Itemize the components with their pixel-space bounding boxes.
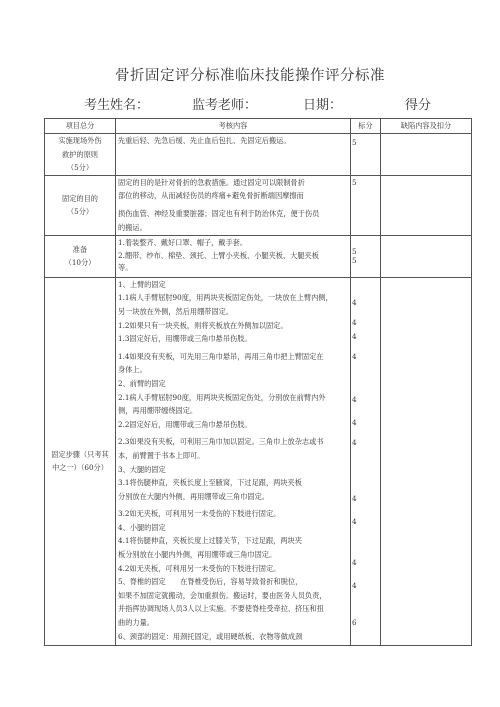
category-cell xyxy=(45,134,116,176)
content-line: 4.1将伤腿伸直，夹板长度上过膝关节，下过足跟，两块夹 xyxy=(118,536,302,546)
content-line: 3.2如无夹板，可利用另一未受伤的下肢进行固定。 xyxy=(118,509,281,519)
score-cell xyxy=(351,175,381,235)
category-text: 实施现场外伤 xyxy=(58,136,102,145)
category-text: 救护的原则 xyxy=(62,149,98,159)
content-line: 1.着装整齐、戴好口罩、帽子，戴手套。 xyxy=(118,237,248,247)
category-text: 准备 xyxy=(72,244,88,254)
category-cell xyxy=(45,235,116,277)
score-cell xyxy=(351,134,381,176)
content-line: 等。 xyxy=(118,262,133,272)
score-value: 4 xyxy=(352,580,357,590)
content-line: 2.2固定好后，用绷带或三角巾悬吊伤肢。 xyxy=(118,419,252,429)
content-line: 先重后轻、先急后缓、先止血后包扎、先固定后搬运。 xyxy=(118,136,291,145)
table-row xyxy=(45,175,472,235)
content-line: 分别放在大腿内外侧，再用绷带或三角巾固定。 xyxy=(118,491,269,501)
content-line: 本，前臂置于书本上即可。 xyxy=(118,450,205,460)
category-points: 中之一）（60分） xyxy=(52,463,108,473)
category-points: （10分） xyxy=(64,258,96,268)
content-cell xyxy=(116,175,351,235)
content-cell xyxy=(116,277,351,645)
category-points: （5分） xyxy=(66,163,94,173)
content-line: 身体上。 xyxy=(118,365,147,375)
score-value: 5 xyxy=(352,177,357,187)
deduction-cell[interactable] xyxy=(381,277,472,645)
category-cell xyxy=(45,175,116,235)
content-line: 2.绷带、纱布、棉垫、颈托、上臂小夹板、小腿夹板、大腿夹板 xyxy=(118,251,319,261)
score-value: 4 xyxy=(352,297,357,307)
score-value: 5 xyxy=(352,247,357,257)
content-line: 曲的力量。 xyxy=(118,618,154,628)
score-value: 4 xyxy=(352,438,357,448)
column-header-content: 考核内容 xyxy=(116,119,351,134)
examinee-name-label: 考生姓名： xyxy=(84,98,150,113)
content-line: 另一块放在外侧，然后用绷带固定。 xyxy=(118,306,234,316)
content-line: 1、上臂的固定 xyxy=(118,279,166,289)
content-cell xyxy=(116,235,351,277)
content-line: 2.1病人手臂屈肘90度，用两块夹板固定伤处，分别放在前臂内外 xyxy=(118,392,326,402)
content-line: 4、小腿的固定 xyxy=(118,522,166,532)
content-line: 1.4如果没有夹板，可先用三角巾悬吊，再用三角巾把上臂固定在 xyxy=(118,351,324,361)
score-value: 6 xyxy=(352,618,357,628)
content-line: 1.1病人手臂屈肘90度，用两块夹板固定伤处，一块放在上臂内侧， xyxy=(118,293,333,303)
content-cell xyxy=(116,134,351,176)
category-text: 固定步骤（只考其 xyxy=(51,449,109,459)
category-cell xyxy=(45,277,116,645)
score-value: 4 xyxy=(352,558,357,568)
score-cell xyxy=(351,277,381,645)
content-line: 的搬运。 xyxy=(118,222,147,232)
content-line: 3、大腿的固定 xyxy=(118,464,166,474)
deduction-cell[interactable] xyxy=(381,134,472,176)
content-line: 2、前臂的固定 xyxy=(118,378,166,388)
score-value: 5 xyxy=(352,138,357,147)
content-line: 4.2如无夹板，可利用另一未受伤的下肢进行固定。 xyxy=(118,563,281,573)
deduction-cell[interactable] xyxy=(381,235,472,277)
content-line: 5、脊椎的固定 在脊椎受伤后，容易导致骨折和脱位， xyxy=(118,577,303,587)
table-row xyxy=(45,277,472,645)
content-line: 2.3如果没有夹板，可利用三角巾加以固定。三角巾上放杂志或书 xyxy=(118,437,324,447)
content-line: 3.1将伤腿伸直，夹板长度上至腋窝，下过足跟，两块夹板 xyxy=(118,478,302,488)
score-label: 得分 xyxy=(405,98,432,113)
scoring-table xyxy=(44,118,472,646)
content-line: 6、颈部的固定：用颈托固定，或用硬纸板、衣物等做成颈 xyxy=(118,631,303,641)
content-line: 板分别放在小腿内外侧，再用绷带或三角巾固定。 xyxy=(118,550,277,560)
page-title: 骨折固定评分标准临床技能操作评分标准 xyxy=(115,68,385,84)
table-header-row xyxy=(45,119,472,134)
date-label: 日期： xyxy=(303,98,343,113)
content-line: 损伤血管、神经及重要脏器；固定也有利于防治休克，便于伤员 xyxy=(118,208,320,218)
score-value: 5 xyxy=(352,256,357,266)
score-cell xyxy=(351,235,381,277)
content-line: 1.2如果只有一块夹板，则将夹板放在外侧加以固定。 xyxy=(118,320,288,330)
content-line: 如果不加固定就搬动，会加重损伤。搬运时，要由医务人员负责， xyxy=(118,590,327,600)
content-line: 1.3固定好后，用绷带或三角巾悬吊伤肢。 xyxy=(118,334,252,344)
score-value: 4 xyxy=(352,417,357,427)
category-text: 固定的目的 xyxy=(62,193,98,203)
content-line: 部位的移动，从而减轻伤员的疼痛+避免骨折断端因摩擦而 xyxy=(118,191,304,201)
score-value: 4 xyxy=(352,351,357,361)
score-value: 4 xyxy=(352,516,357,526)
score-value: 4 xyxy=(352,395,357,405)
score-value: 4 xyxy=(352,493,357,503)
column-header-item-total: 项目总分 xyxy=(45,119,116,134)
content-line: 侧，再用绷带缠绕固定。 xyxy=(118,406,198,416)
examiner-label: 监考老师： xyxy=(192,98,258,113)
category-points: （5分） xyxy=(66,207,94,217)
table-row xyxy=(45,235,472,277)
deduction-cell[interactable] xyxy=(381,175,472,235)
score-value: 4 xyxy=(352,318,357,328)
table-row xyxy=(45,134,472,176)
column-header-deductions: 缺陷内容及扣分 xyxy=(381,119,472,134)
score-value: 4 xyxy=(352,331,357,341)
content-line: 并指挥协调现场人员3人以上实施。不要使脊柱受牵拉、挤压和扭 xyxy=(118,604,324,614)
content-line: 固定的目的是针对骨折的急救措施。通过固定可以限制骨折 xyxy=(118,177,305,187)
column-header-standard-score: 标分 xyxy=(351,119,381,134)
